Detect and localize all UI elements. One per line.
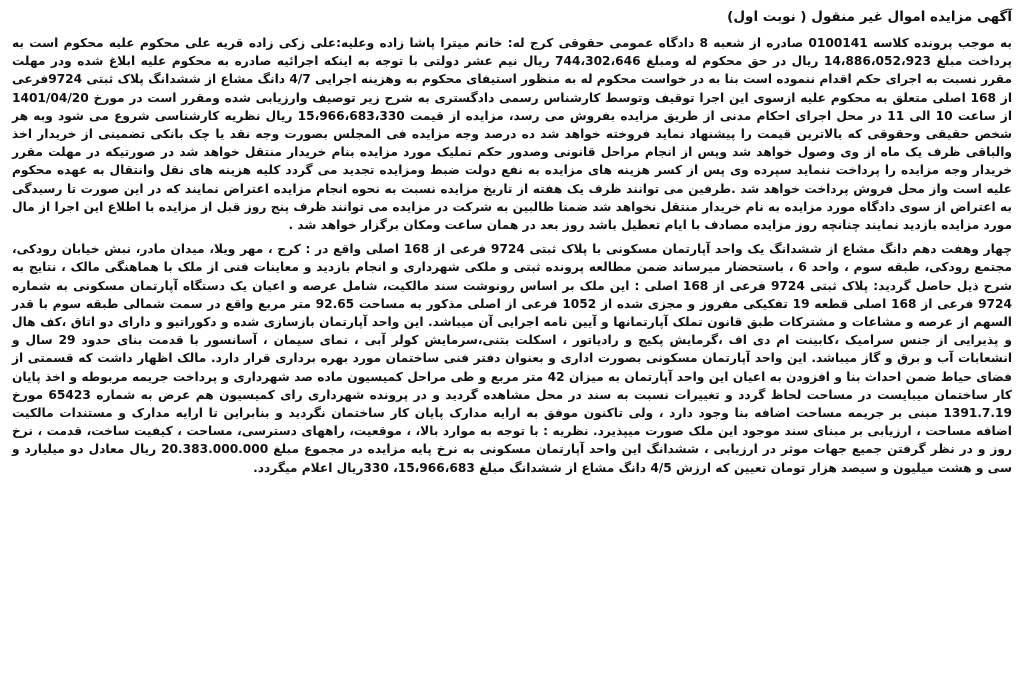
notice-paragraph-auction-terms: به موجب پرونده کلاسه 0100141 صادره از شعبه 8 دادگاه عمومی حقوقی کرج له: خانم میترا پاشا زاده وعلیه:علی زکی زاده قریه علی محکوم علیه محکوم است به پرداخت مبلغ 14،886،052،923 ریال در حق محکوم له ومبلغ 744،302،646 ریال نیم عشر دولتی با توجه به اینکه اجرائیه صادره به محکوم علیه ابلاغ شده ودر مهلت مقرر نسبت به اجرای حکم اقدام ننموده است بنا به در خواست محکوم له به منظور استیفای محکوم به وهزینه اجرایی 4/7 دانگ مشاع از ششدانگ پلاک ثبتی 9724فرعی از 168 اصلی متعلق به محکوم علیه ازسوی این اجرا توقیف وتوسط کارشناس رسمی دادگستری به شرح زیر توصیف وارزیابی شده ومقرر است در مورخ 1401/04/20 از ساعت 10 الی 11 در محل اجرای احکام مدنی از طریق مزایده بفروش می رسد، مزایده از قیمت 15،966،683،330 ریال نظریه کارشناسی شروع می شود وبه هر شخص حقیقی وحقوقی که بالاترین قیمت را پیشنهاد نماید فروخته خواهد شد ده درصد وجه مزایده فی المجلس بصورت وجه نقد یا چک بانکی تضمینی از خریدار اخذ والباقی ظرف یک ماه از وی وصول خواهد شد وپس از انجام مراحل قانونی وصدور حکم تملیک مورد مزایده بنام خریدار منتقل خواهد شد در صورتیکه در مهلت مقرر خریدار وجه مزایده را پرداخت ننماید سپرده وی پس از کسر هزینه های مزایده به نفع دولت ضبط ومزایده تجدید می گردد کلیه هزینه های نقل وانتقال به عهده محکوم علیه است واز محل فروش پرداخت خواهد شد .طرفین می توانند ظرف یک هفته از تاریخ مزایده نسبت به نحوه انجام مزایده اعتراض نمایند که در این صورت تا رسیدگی به اعتراض از سوی دادگاه مورد مزایده به نام خریدار منتقل نخواهد شد ضمنا طالبین به شرکت در مزایده می توانند ظرف پنج روز قبل از مزایده با اطلاع این اجرا از مال مورد مزایده بازدید نمایند چنانچه روز مزایده مصادف با ایام تعطیل باشد روز بعد در همان ساعت ومکان برگزار خواهد شد . — [12, 36, 1013, 233]
notice-paragraph-property-description: چهار وهفت دهم دانگ مشاع از ششدانگ یک واحد آپارتمان مسکونی با پلاک ثبتی 9724 فرعی از 168 اصلی واقع در : کرج ، مهر ویلا، میدان مادر، نبش خیابان رودکی، مجتمع رودکی، طبقه سوم ، واحد 6 ، باستحضار میرساند ضمن مطالعه پرونده ثبتی و ملکی شهرداری و انجام بازدید و معاینات فنی از ملک با هماهنگی مالک ، نتایج به شرح ذیل حاصل گردید: پلاک ثبتی 9724 فرعی از 168 اصلی : این ملک بر اساس رونوشت سند مالکیت، شامل عرصه و اعیان یک دستگاه آپارتمان مسکونی به شماره 9724 فرعی از 168 اصلی قطعه 19 تفکیکی مفروز و مجزی شده از 1052 فرعی از اصلی مذکور به مساحت 92.65 متر مربع واقع در سمت شمالی طبقه سوم با قدر السهم از عرصه و مشاعات و مشترکات طبق قانون تملک آپارتمانها و آیین نامه اجرایی آن میباشد. این واحد آپارتمان بازسازی شده و دکوراتیو و دارای دو اتاق ،کف هال و پذیرایی از جنس سرامیک ،کابینت ام دی اف ،گرمایش پکیج و رادیاتور ، اسکلت بتنی،سرمایش کولر آبی ، نمای سیمان ، آسانسور با قدمت بنای حدود 29 سال و انشعابات آب و برق و گاز میباشد. این واحد آپارتمان مسکونی بصورت اداری و بعنوان دفتر فنی ساختمان مورد بهره برداری قرار دارد. مالک اظهار داشت که قسمتی از فضای حیاط ضمن احداث بنا و افزودن به اعیان این واحد آپارتمان به میزان 42 متر مربع و طی مراحل کمیسیون ماده صد شهرداری و پرداخت جریمه مربوطه و اخذ پایان کار ساختمان میبایست در مساحت لحاظ گردد و تغییرات نسبت به سند در محل مشاهده گردید و در پرونده شهرداری رای کمیسیون هم عرض به شماره 65423 مورخ 1391.7.19 مبنی بر جریمه مساحت اضافه بنا وجود دارد ، ولی تاکنون موفق به ارایه مدارک پایان کار ساختمان نگردید و بنابراین تا ارایه مدارک و مستندات مالکیت اضافه مساحت ، ارزیابی بر مبنای سند موجود این ملک صورت میپذیرد. نظریه : با توجه به موارد بالا، ، موقعیت، راههای دسترسی، مساحت ، کیفیت ساخت، قدمت ، نرخ روز و در نظر گرفتن جمیع جهات موثر در ارزیابی ، ششدانگ این واحد آپارتمان مسکونی به نرخ پایه مزایده در مجموع مبلغ 20.383.000.000 ریال معادل دو میلیارد و سی و هشت میلیون و سیصد هزار تومان تعیین که ارزش 4/5 دانگ مشاع از ششدانگ مبلغ 15،966،683، 330ریال اعلام میگردد. — [12, 242, 1013, 475]
notice-title: آگهی مزایده اموال غیر منقول ( نوبت اول) — [727, 9, 1012, 25]
